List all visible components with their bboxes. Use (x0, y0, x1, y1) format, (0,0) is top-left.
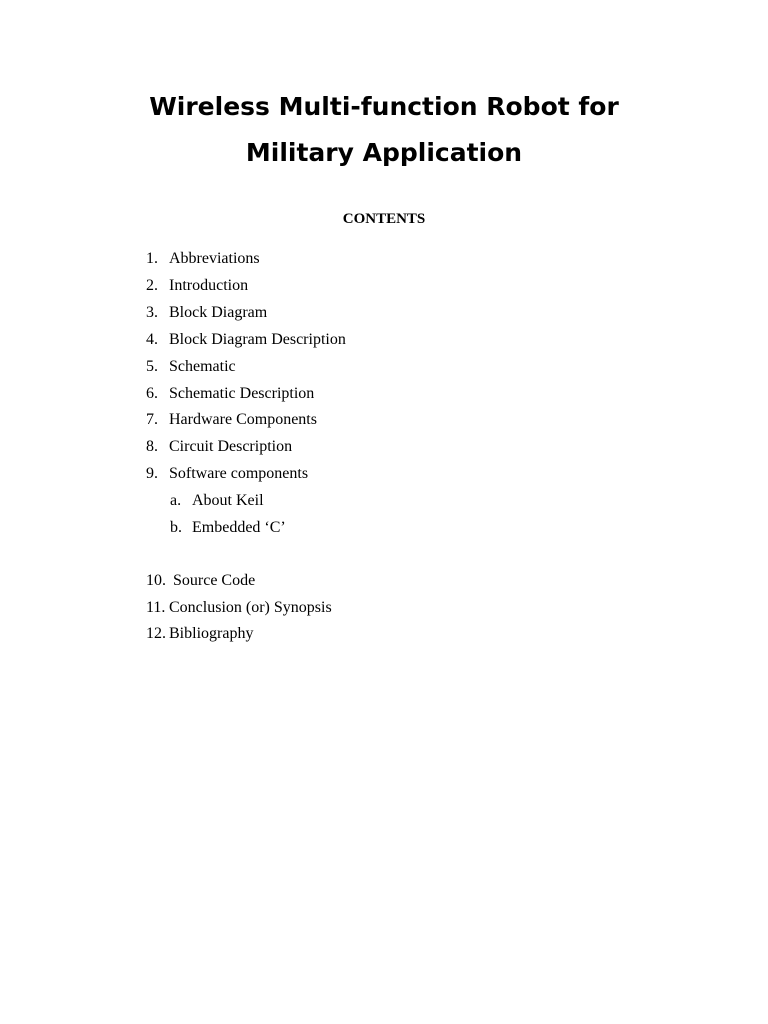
document-title-line-1: Wireless Multi-function Robot for (149, 92, 619, 121)
toc-item-label: Schematic Description (169, 385, 315, 402)
toc-item-number: 4. (146, 331, 158, 348)
toc-item-number: 10. (146, 572, 166, 589)
toc-item-number: 9. (146, 465, 158, 482)
toc-item-conclusion (146, 599, 332, 617)
toc-item-label: Software components (169, 465, 309, 482)
contents-heading: CONTENTS (342, 211, 426, 227)
toc-item-number: 2. (146, 277, 158, 294)
toc-subitem-letter: a. (170, 492, 182, 509)
toc-item-source-code (146, 572, 255, 590)
toc-item-introduction (146, 277, 248, 295)
toc-item-label: Schematic (169, 358, 236, 375)
toc-item-schematic (146, 358, 236, 376)
toc-item-software-components (146, 465, 308, 483)
toc-item-label: Abbreviations (169, 250, 260, 267)
toc-item-block-diagram (146, 304, 267, 322)
toc-subitem-letter: b. (170, 519, 182, 536)
toc-item-label: Hardware Components (169, 411, 317, 428)
toc-item-number: 8. (146, 438, 158, 455)
toc-item-label: Circuit Description (169, 438, 293, 455)
toc-item-number: 1. (146, 250, 158, 267)
toc-subitem-embedded-c (170, 519, 286, 537)
toc-item-abbreviations (146, 250, 260, 268)
toc-item-bibliography (146, 625, 253, 643)
toc-item-block-diagram-description (146, 331, 346, 349)
toc-item-label: Block Diagram Description (169, 331, 346, 348)
toc-item-number: 11. (146, 599, 166, 616)
toc-item-label: Source Code (173, 572, 256, 589)
toc-subitem-label: About Keil (192, 492, 264, 509)
toc-item-number: 6. (146, 385, 158, 402)
toc-item-number: 5. (146, 358, 158, 375)
toc-item-number: 3. (146, 304, 158, 321)
toc-item-schematic-description (146, 385, 314, 403)
toc-item-label: Block Diagram (169, 304, 268, 321)
toc-item-label: Introduction (169, 277, 249, 294)
toc-item-circuit-description (146, 438, 292, 456)
toc-item-number: 12. (146, 625, 166, 642)
toc-item-hardware-components (146, 411, 317, 429)
toc-item-number: 7. (146, 411, 158, 428)
toc-item-label: Conclusion (or) Synopsis (169, 599, 332, 616)
toc-subitem-label: Embedded ‘C’ (192, 519, 286, 536)
toc-subitem-about-keil (170, 492, 264, 510)
toc-item-label: Bibliography (169, 625, 254, 642)
document-title-line-2: Military Application (245, 138, 523, 167)
